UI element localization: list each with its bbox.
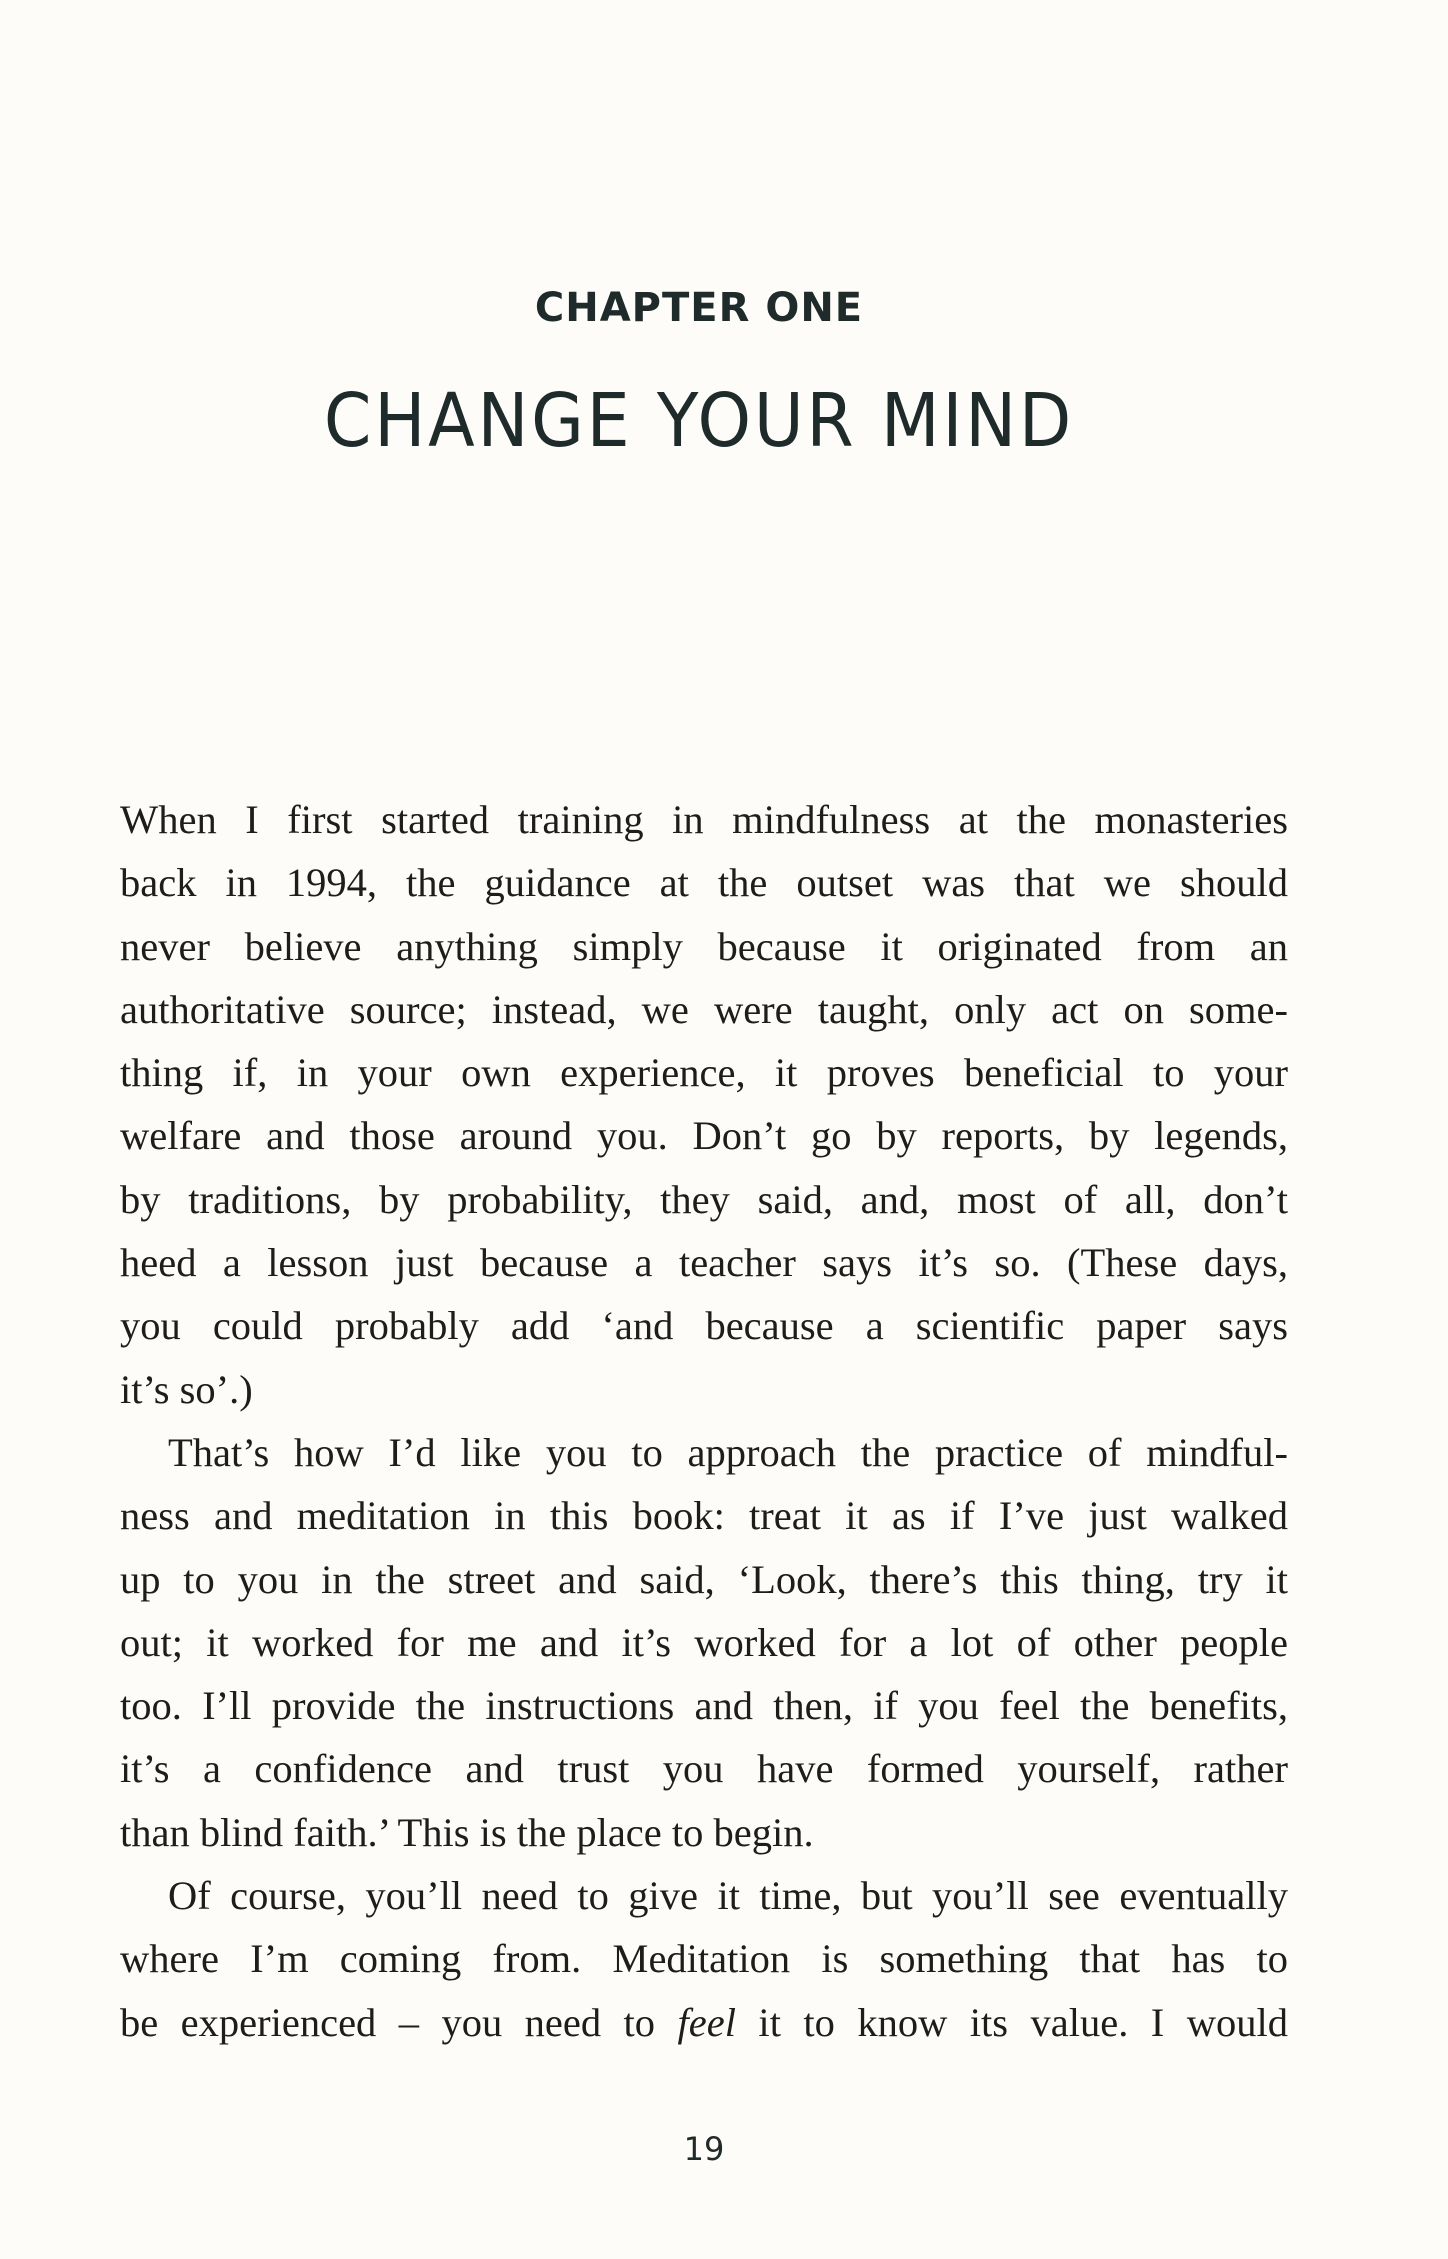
text-fragment: it to know its value. I would bbox=[735, 1999, 1288, 2045]
text-line: than blind faith.’ This is the place to begin. bbox=[120, 1809, 814, 1855]
text-line: never believe anything simply because it originated from an bbox=[120, 923, 1288, 969]
paragraph-2 bbox=[120, 1421, 1288, 1864]
text-line: ness and meditation in this book: treat it as if I’ve just walked bbox=[120, 1493, 1288, 1539]
text-line bbox=[120, 1991, 1288, 2054]
text-line: authoritative source; instead, we were taught, only act on some- bbox=[120, 986, 1288, 1032]
text-fragment: be experienced – you need to bbox=[120, 1999, 678, 2045]
text-line: too. I’ll provide the instructions and then, if you feel the benefits, bbox=[120, 1683, 1288, 1729]
text-line: out; it worked for me and it’s worked for a lot of other people bbox=[120, 1619, 1288, 1665]
text-line: where I’m coming from. Meditation is something that has to bbox=[120, 1936, 1288, 1982]
body-text bbox=[120, 788, 1288, 2054]
paragraph-3 bbox=[120, 1864, 1288, 2054]
text-line: That’s how I’d like you to approach the practice of mindful- bbox=[168, 1429, 1288, 1475]
text-line: it’s a confidence and trust you have formed yourself, rather bbox=[120, 1746, 1288, 1792]
paragraph-1 bbox=[120, 788, 1288, 1421]
emphasis-text: feel bbox=[677, 1999, 736, 2045]
text-line: welfare and those around you. Don’t go by reports, by legends, bbox=[120, 1113, 1288, 1159]
text-line: back in 1994, the guidance at the outset was that we should bbox=[120, 860, 1288, 906]
text-line: up to you in the street and said, ‘Look, there’s this thing, try it bbox=[120, 1556, 1288, 1602]
text-line: you could probably add ‘and because a scientific paper says bbox=[120, 1303, 1288, 1349]
chapter-title: CHANGE YOUR MIND bbox=[323, 378, 1075, 464]
page-number: 19 bbox=[683, 2130, 725, 2168]
text-line: by traditions, by probability, they said, and, most of all, don’t bbox=[120, 1176, 1288, 1222]
chapter-label: CHAPTER ONE bbox=[534, 285, 864, 331]
text-line: it’s so’.) bbox=[120, 1366, 253, 1412]
text-line: When I first started training in mindfulness at the monasteries bbox=[120, 797, 1288, 842]
text-line: Of course, you’ll need to give it time, but you’ll see eventually bbox=[168, 1873, 1288, 1919]
text-line: heed a lesson just because a teacher says it’s so. (These days, bbox=[120, 1240, 1288, 1286]
text-line: thing if, in your own experience, it proves beneficial to your bbox=[120, 1050, 1288, 1096]
